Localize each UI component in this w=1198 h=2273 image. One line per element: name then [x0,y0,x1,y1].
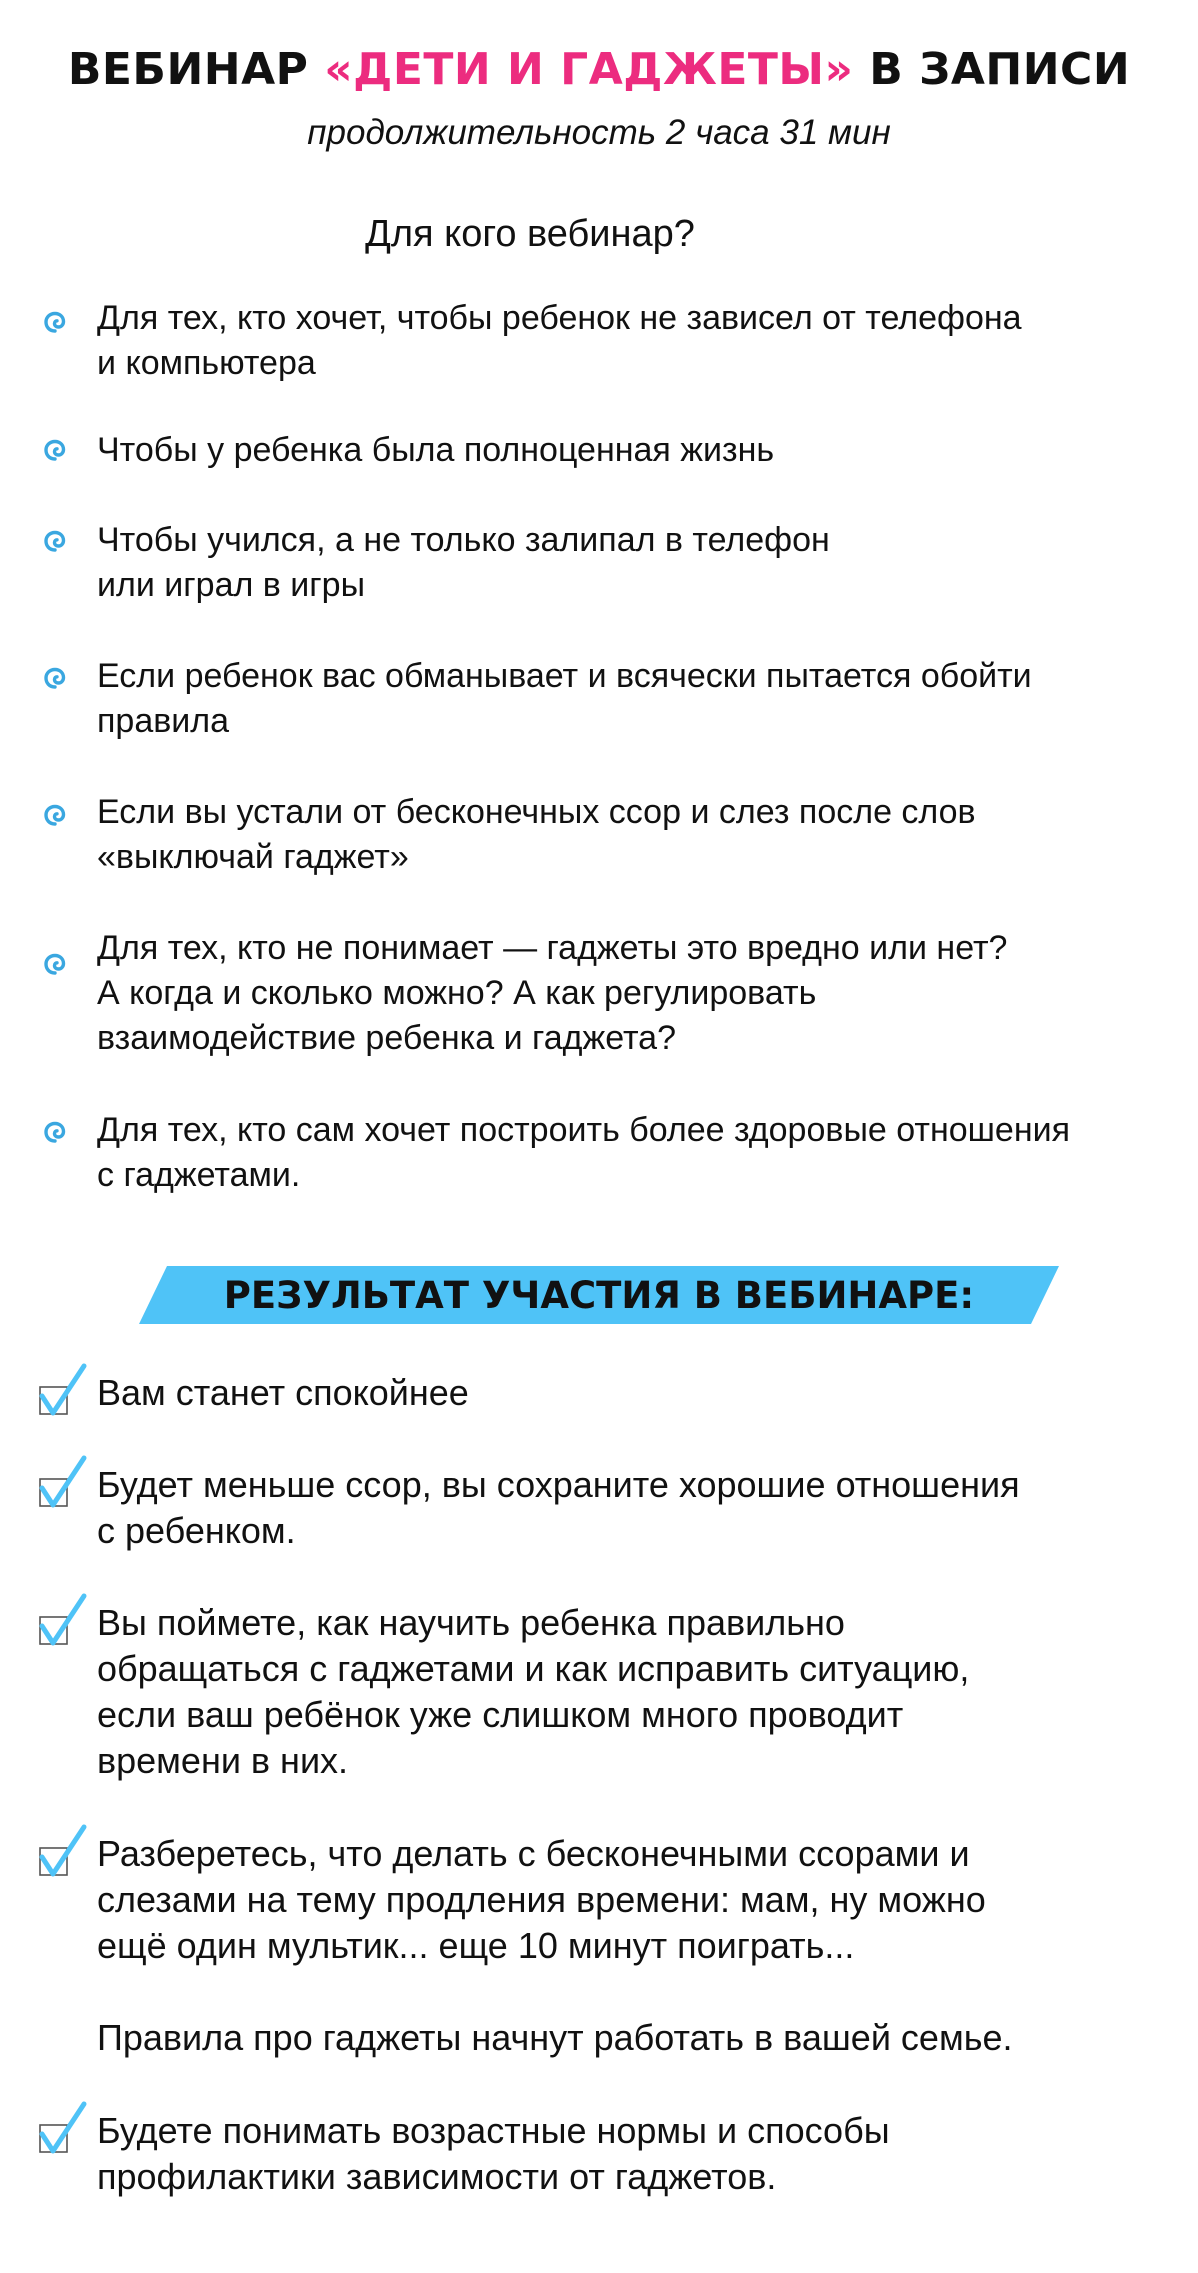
audience-item-text [97,296,1187,386]
checkbox-checked-icon [36,1454,96,1514]
results-banner-text: РЕЗУЛЬТАТ УЧАСТИЯ В ВЕБИНАРЕ: [223,1274,975,1317]
text-line: взаимодействие ребенка и гаджета? [97,1019,676,1057]
text-line: Вы поймете, как научить ребенка правильно [97,1602,845,1643]
checkbox-checked-icon [36,1362,96,1422]
audience-item-text [97,518,1187,608]
text-line: Для тех, кто хочет, чтобы ребенок не зависел от телефона [97,299,1022,337]
result-item-text [97,2108,1177,2200]
text-line: ещё один мультик... еще 10 минут поиграть... [97,1925,855,1966]
result-item-text [97,1600,1177,1784]
text-line: Если ребенок вас обманывает и всячески пытается обойти [97,657,1032,695]
blue-swirl-bullet-icon [44,311,66,333]
audience-item-text [97,654,1187,744]
text-line: с ребенком. [97,1510,296,1551]
result-item-text [97,1370,1177,1416]
result-item-text [97,1831,1177,1969]
audience-item-text [97,926,1187,1061]
audience-heading: Для кого вебинар? [365,213,695,255]
text-line: или играл в игры [97,566,366,604]
page-subtitle: продолжительность 2 часа 31 мин [307,113,891,152]
blue-swirl-bullet-icon [44,530,66,552]
blue-swirl-bullet-icon [44,804,66,826]
text-line: Если вы устали от бесконечных ссор и слез после слов [97,793,976,831]
blue-swirl-bullet-icon [44,667,66,689]
text-line: профилактики зависимости от гаджетов. [97,2156,777,2197]
text-line: Чтобы у ребенка была полноценная жизнь [97,431,775,469]
text-line: Чтобы учился, а не только залипал в телефон [97,521,830,559]
text-line: Разберетесь, что делать с бесконечными ссорами и [97,1833,970,1874]
text-line: А когда и сколько можно? А как регулировать [97,974,817,1012]
text-line: Будете понимать возрастные нормы и способы [97,2110,890,2151]
title-accent: «ДЕТИ И ГАДЖЕТЫ» [324,44,854,95]
text-line: и компьютера [97,344,316,382]
text-line: обращаться с гаджетами и как исправить ситуацию, [97,1648,970,1689]
checkbox-checked-icon [36,1823,96,1883]
blue-swirl-bullet-icon [44,1121,66,1143]
text-line: Вам станет спокойнее [97,1372,469,1413]
text-line: слезами на тему продления времени: мам, ну можно [97,1879,986,1920]
audience-item-text [97,790,1187,880]
title-part-1: ВЕБИНАР [67,44,325,95]
text-line: Будет меньше ссор, вы сохраните хорошие отношения [97,1464,1020,1505]
text-line: с гаджетами. [97,1156,301,1194]
audience-item-text [97,1108,1187,1198]
text-line: Для тех, кто не понимает — гаджеты это вредно или нет? [97,929,1008,967]
audience-item-text [97,428,1187,473]
text-line: «выключай гаджет» [97,838,409,876]
text-line: Для тех, кто сам хочет построить более здоровые отношения [97,1111,1071,1149]
result-item-text [97,1462,1177,1554]
blue-swirl-bullet-icon [44,439,66,461]
result-extra-note: Правила про гаджеты начнут работать в вашей семье. [97,2017,1013,2058]
title-part-2: В ЗАПИСИ [853,44,1131,95]
page-title [0,44,1198,95]
checkbox-checked-icon [36,1592,96,1652]
results-banner [139,1266,1059,1324]
text-line: если ваш ребёнок уже слишком много проводит [97,1694,904,1735]
checkbox-checked-icon [36,2100,96,2160]
blue-swirl-bullet-icon [44,953,66,975]
text-line: времени в них. [97,1740,349,1781]
text-line: правила [97,702,230,740]
